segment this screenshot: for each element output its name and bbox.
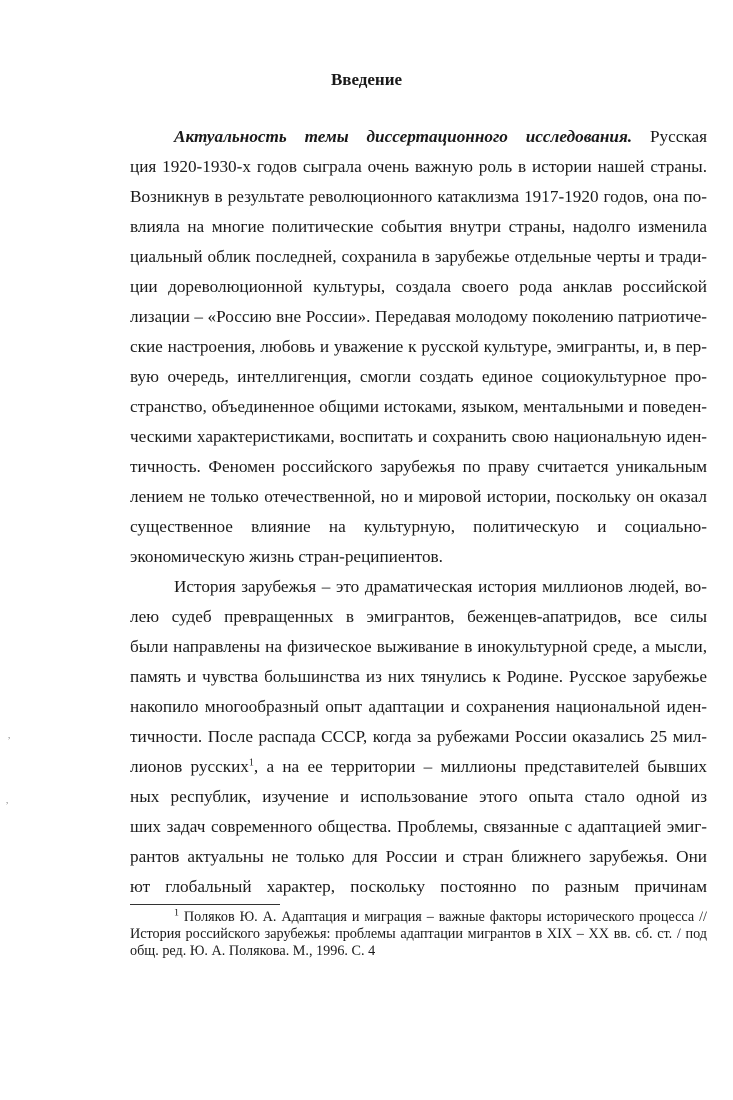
paragraph1-line: ские настроения, любовь и уважение к русской культуре, эмигранты, и, в пер- <box>130 337 707 356</box>
paragraph1-line: вую очередь, интеллигенция, смогли создать единое социокультурное про- <box>130 367 707 386</box>
paragraph2-line: История зарубежья – это драматическая история миллионов людей, во- <box>174 577 707 596</box>
paragraph2-line: тичности. После распада СССР, когда за рубежами России оказались 25 мил- <box>130 727 707 746</box>
paragraph1-line: ция 1920-1930-х годов сыграла очень важную роль в истории нашей страны. <box>130 157 707 176</box>
paragraph1-line: циальный облик последней, сохранила в зарубежье отдельные черты и тради- <box>130 247 707 266</box>
paragraph1-line: странство, объединенное общими истоками, языком, ментальными и поведен- <box>130 397 707 416</box>
paragraph2-line: лионов русских$^1$, а на ее территории – миллионы представителей бывших <box>130 757 707 776</box>
footnote-line: общ. ред. Ю. А. Полякова. М., 1996. С. 4 <box>130 943 376 959</box>
footnote-line: $^1$ Поляков Ю. А. Адаптация и миграция – важные факторы исторического процесса // <box>174 909 707 925</box>
footnote-divider <box>130 904 280 905</box>
paragraph1-line: ции дореволюционной культуры, создала своего рода анклав российской <box>130 277 707 296</box>
margin-mark: , <box>6 795 9 805</box>
paragraph1-line: лизации – «Россию вне России». Передавая молодому поколению патриотиче- <box>130 307 707 326</box>
paragraph1-line: Возникнув в результате революционного катаклизма 1917-1920 годов, она по- <box>130 187 707 206</box>
paragraph2-line: лею судеб превращенных в эмигрантов, беженцев-апатридов, все силы <box>130 607 707 626</box>
paragraph1-lead: Актуальность темы диссертационного исследования. <box>174 127 633 146</box>
paragraph2-line: ют глобальный характер, поскольку постоянно по разным причинам <box>130 877 707 896</box>
footnote-marker: 1 <box>174 909 179 919</box>
paragraph2-line: ших задач современного общества. Проблемы, связанные с адаптацией эмиг- <box>130 817 707 836</box>
margin-mark: , <box>8 730 11 740</box>
paragraph2-line: ных республик, изучение и использование этого опыта стало одной из <box>130 787 707 806</box>
paragraph2-line: были направлены на физическое выживание в инокультурной среде, а мысли, <box>130 637 707 656</box>
page-title: Введение <box>330 70 403 89</box>
paragraph1-line: влияла на многие политические события внутри страны, надолго изменила <box>130 217 707 236</box>
paragraph1-line: Актуальность темы диссертационного исследования. Русская <box>174 127 707 146</box>
paragraph2-line: накопило многообразный опыт адаптации и сохранения национальной иден- <box>130 697 707 716</box>
body-text <box>130 122 707 902</box>
footnote-reference[interactable]: 1 <box>248 757 254 769</box>
footnote-line: История российского зарубежья: проблемы адаптации мигрантов в XIX – XX вв. сб. ст. / под <box>130 926 707 942</box>
paragraph1-line: тичность. Феномен российского зарубежья по праву считается уникальным <box>130 457 707 476</box>
footnote <box>130 909 707 960</box>
paragraph1-line: лением не только отечественной, но и мировой истории, поскольку он оказал <box>130 487 707 506</box>
paragraph1-line: существенное влияние на культурную, политическую и социально- <box>130 517 707 536</box>
paragraph1-line: экономическую жизнь стран-реципиентов. <box>130 547 443 566</box>
paragraph2-line: память и чувства большинства из них тянулись к Родине. Русское зарубежье <box>130 667 707 686</box>
paragraph2-line: рантов актуальны не только для России и стран ближнего зарубежья. Они <box>130 847 707 866</box>
paragraph1-line: ческими характеристиками, воспитать и сохранить свою национальную иден- <box>130 427 707 446</box>
